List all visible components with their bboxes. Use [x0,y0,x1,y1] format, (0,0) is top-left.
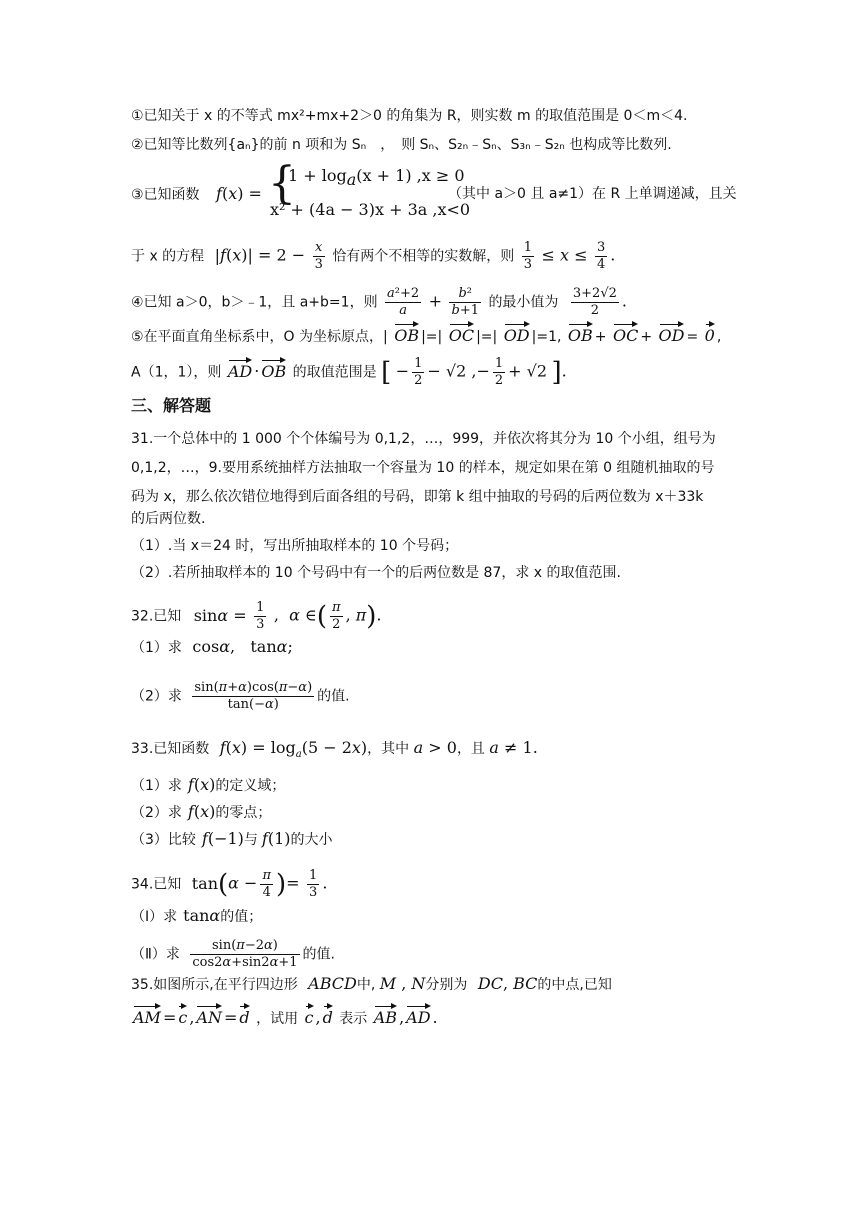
fraction-1-3: $\frac{1}{3}$ [523,240,533,272]
q34-expression: $\frac{\sin(\pi-2\alpha)}{\cos 2\alpha+\sin 2\alpha+1}$ [192,938,298,970]
fraction-3-4: $\frac{3}{4}$ [596,240,606,272]
q31-line2: 0,1,2，…，9.要用系统抽样方法抽取一个容量为 10 的样本，规定如果在第 0 组随机抽取的号 [131,460,715,476]
statement-3-text-a: ③已知函数 [131,187,200,203]
q31-line4: 的后两位数. [131,511,206,527]
q32-stem: 32.已知 sinα = $\frac{1}{3}$ , α ∈( $\frac{\pi}{2}$ , π). [131,600,382,632]
section-heading: 三、解答题 [131,396,212,415]
q32-part2: （2）求 $\frac{\sin(\pi+\alpha)\cos(\pi-\alpha)}{\tan(-\alpha)}$ 的值. [131,680,350,712]
piecewise-brace: { [268,158,296,209]
statement-5-line2: A（1，1），则 AD · OB 的取值范围是 [ − $\frac{1}{2}$ − √2 ,− $\frac{1}{2}$ + √2 ]. [131,356,567,388]
fraction-a2-plus-2-over-a: $\frac{\text{a²+2}}{a}$ [387,286,420,318]
q32-part1: （1）求 cosα, tanα; [131,637,293,656]
q31-part2: （2）.若所抽取样本的 10 个号码中有一个的后两位数是 87，求 x 的取值范围. [131,565,621,581]
q33-part3: （3）比较 f(−1)与 f(1)的大小 [131,829,333,848]
fx-symbol: f [216,184,222,203]
q33-part2: （2）求 f(x)的零点； [131,802,272,821]
statement-4: ④已知 a＞0，b＞﹣1，且 a+b=1，则 $\frac{\text{a²+2}}{a}$ + $\frac{\text{b²}}{b+1}$ 的最小值为 $\frac{3+2√2}{2}$ . [131,286,627,318]
q32-expression: $\frac{\sin(\pi+\alpha)\cos(\pi-\alpha)}{\tan(-\alpha)}$ [194,680,313,712]
piecewise-case-2: x² + (4a − 3)x + 3a ,x<0 [270,200,471,219]
q31-line1: 31.一个总体中的 1 000 个个体编号为 0,1,2，…，999，并依次将其分为 10 个小组，组号为 [131,431,716,447]
q34-stem: 34.已知 tan(α − $\frac{\pi}{4}$ )= $\frac{1}{3}$ . [131,868,328,900]
q33-part1: （1）求 f(x)的定义域； [131,775,286,794]
statement-3-line1: ③已知函数 f(x) = [131,184,262,203]
statement-5-line1: ⑤在平面直角坐标系中，O 为坐标原点，| OB |=| OC |=| OD |=1, OB + OC + OD = 0 , [131,322,721,347]
statement-3-condition: （其中 a＞0 且 a≠1）在 R 上单调递减，且关 [448,186,737,202]
statement-1: ①已知关于 x 的不等式 mx²+mx+2＞0 的角集为 R，则实数 m 的取值范围是 0＜m＜4. [131,108,688,124]
q34-part2: （Ⅱ）求 $\frac{\sin(\pi-2\alpha)}{\cos 2\alpha+\sin 2\alpha+1}$ 的值. [131,938,335,970]
q31-line3: 码为 x，那么依次错位地得到后面各组的号码，即第 k 组中抽取的号码的后两位数为 x＋33k [131,489,704,505]
q34-part1: （Ⅰ）求 tanα的值； [131,906,263,925]
q35-line1: 35.如图所示,在平行四边形 ABCD中, M , N分别为 DC, BC的中点,已知 [131,974,612,993]
statement-2: ②已知等比数列{aₙ}的前 n 项和为 Sₙ ， 则 Sₙ、S₂ₙ﹣Sₙ、S₃ₙ﹣S₂ₙ 也构成等比数列. [131,137,672,153]
q31-part1: （1）.当 x＝24 时，写出所抽取样本的 10 个号码； [131,538,459,554]
piecewise-case-1: $1 + \log_a(x + 1) ,x \ge 0$ [288,166,465,189]
fraction-min-value: $\frac{3+2√2}{2}$ [572,286,617,318]
statement-3-line2: 于 x 的方程 |f(x)| = 2 − $\frac{x}{3}$ 恰有两个不相等的实数解，则 $\frac{1}{3}$ ≤ x ≤ $\frac{3}{4}$ . [131,240,616,272]
fraction-x-over-3: $\frac{x}{3}$ [314,240,323,272]
q35-line2: AM = c , AN = d ，试用 c , d 表示 AB , AD . [131,1004,438,1029]
q33-stem: 33.已知函数 $f(x) = \log_a(5 - 2x)$，其中 a > 0，且 a ≠ 1. [131,738,538,761]
fraction-b2-over-b-plus-1: $\frac{\text{b²}}{b+1}$ [451,286,479,318]
